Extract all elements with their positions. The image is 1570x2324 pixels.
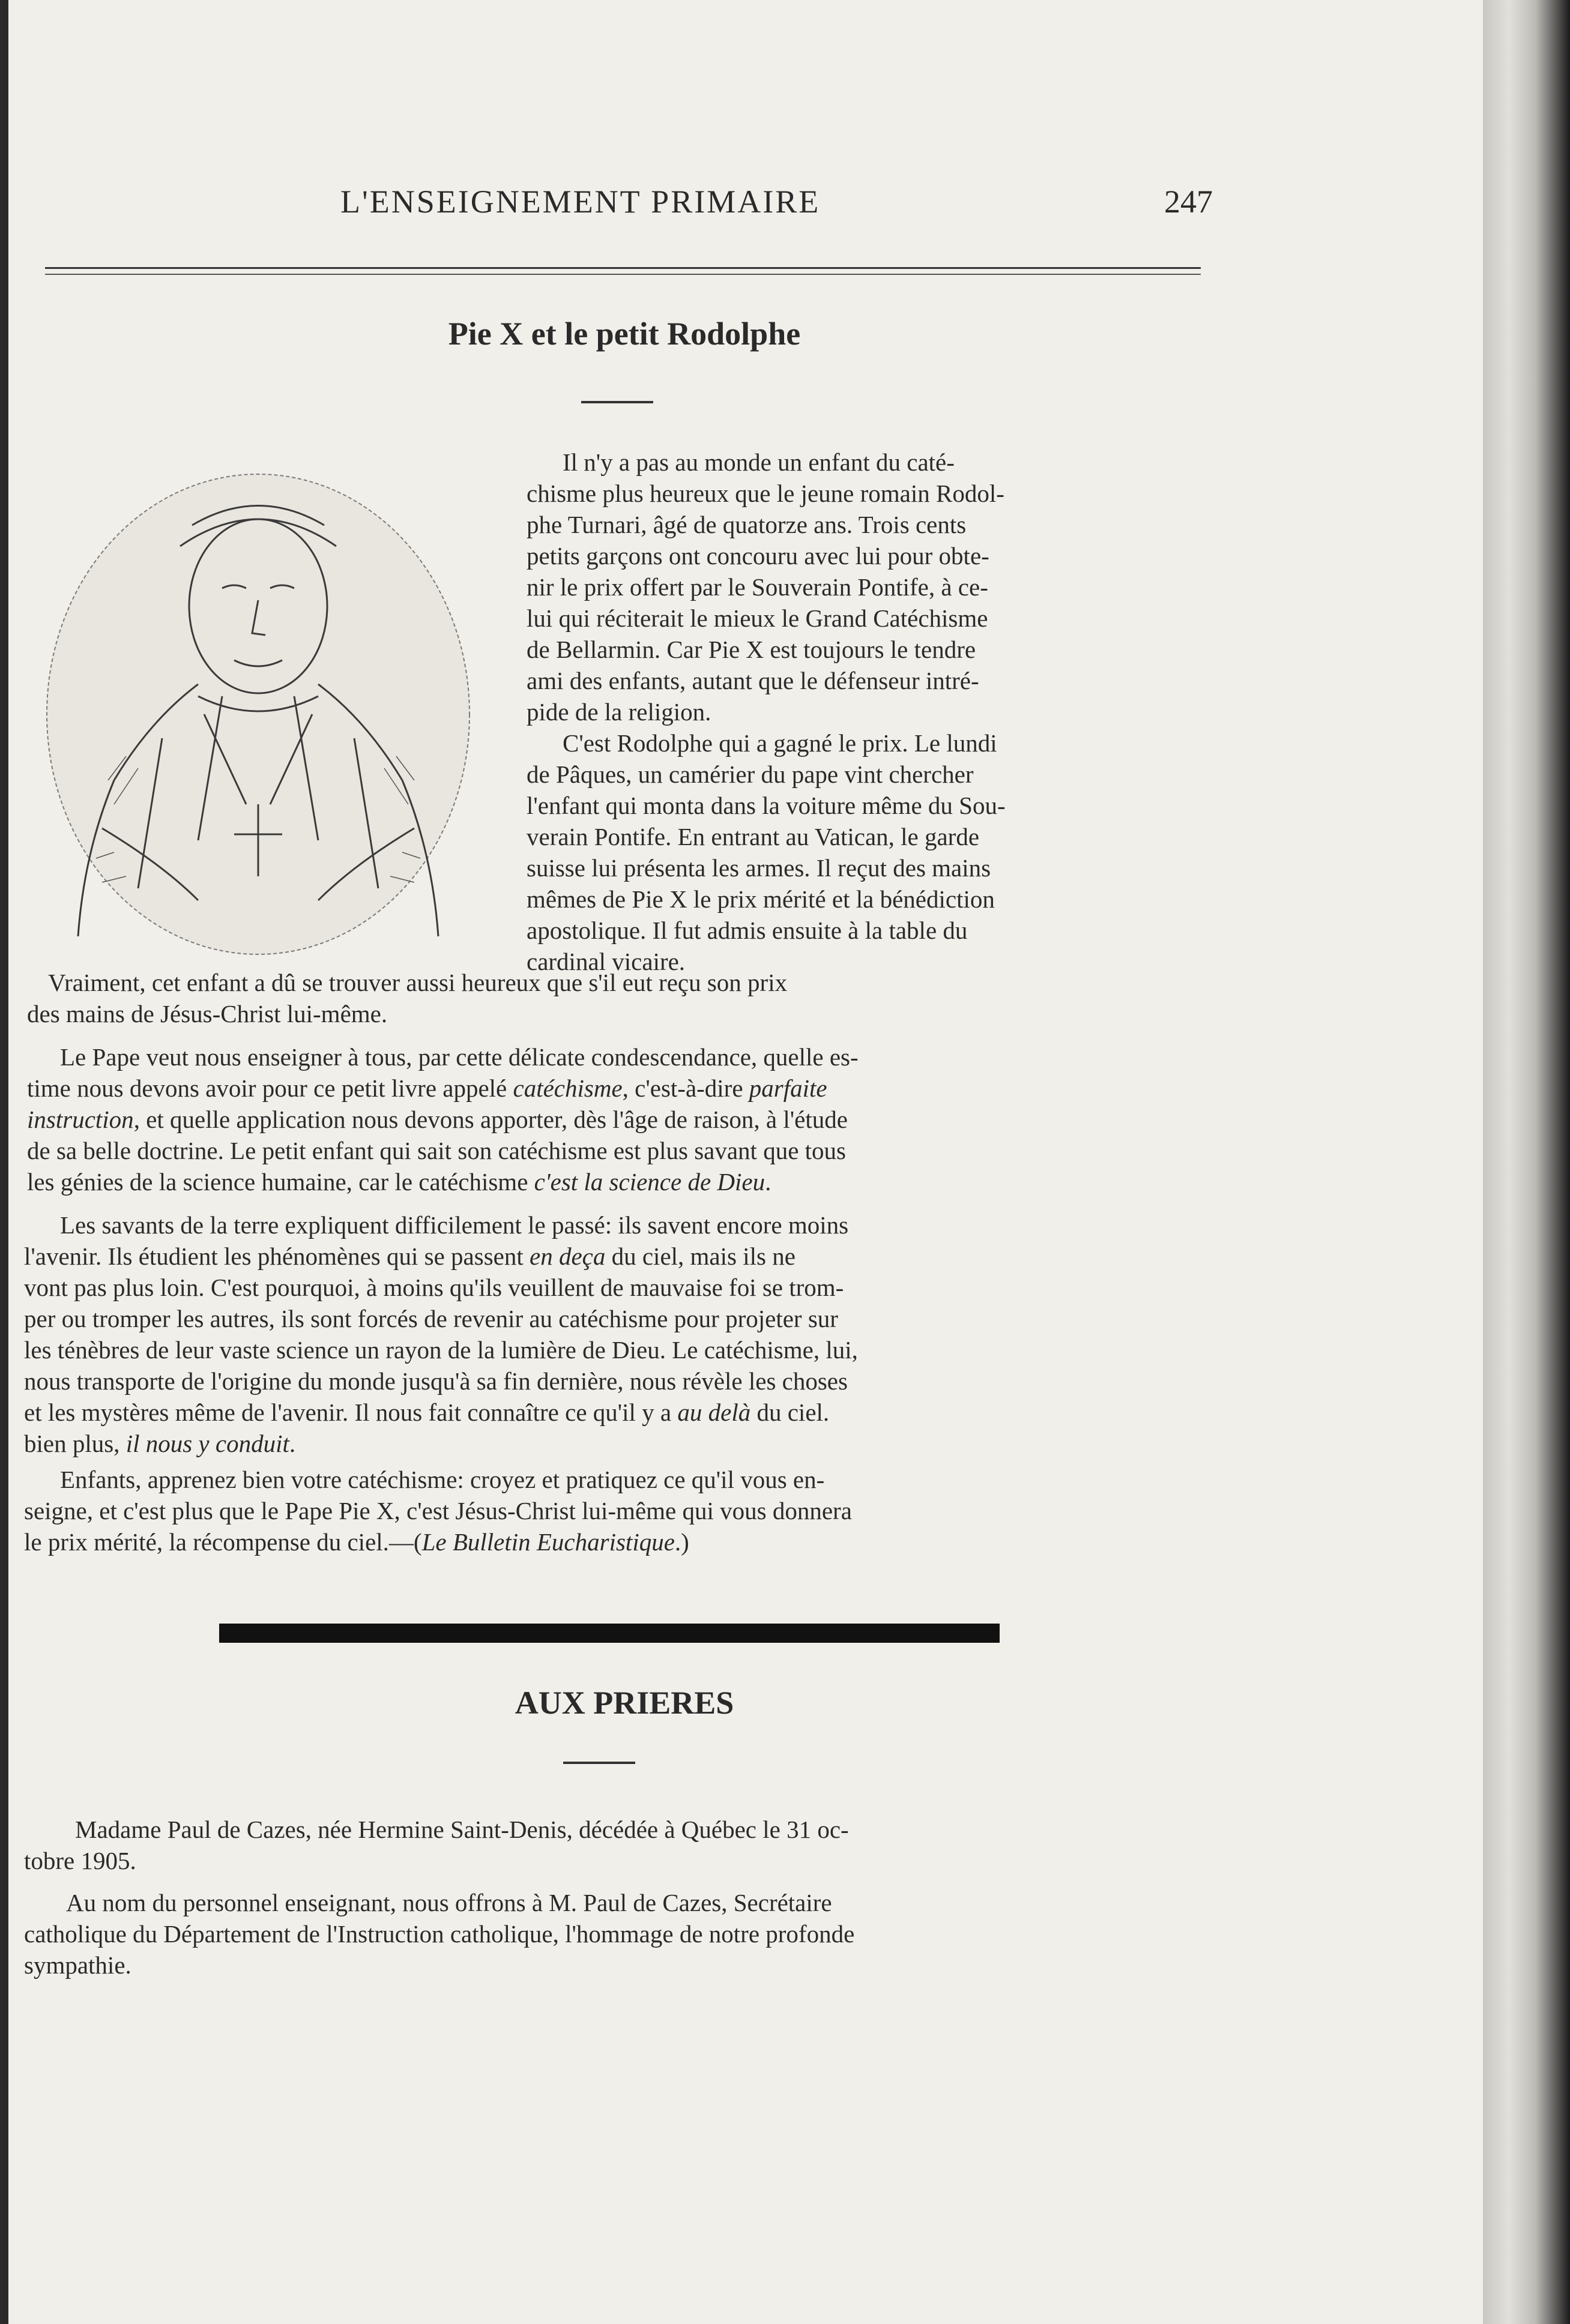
section-title: AUX PRIERES [515, 1685, 734, 1721]
text-line: les ténèbres de leur vaste science un rayon de la lumière de Dieu. Le catéchisme, lui, [24, 1336, 858, 1364]
text-line: et les mystères même de l'avenir. Il nous fait connaître ce qu'il y a au delà du ciel. [24, 1398, 830, 1426]
text-line: nir le prix offert par le Souverain Pontife, à ce- [527, 573, 988, 601]
header-rule [45, 267, 1201, 269]
text-line: apostolique. Il fut admis ensuite à la table du [527, 917, 968, 944]
text-line: Enfants, apprenez bien votre catéchisme: croyez et pratiquez ce qu'il vous en- [60, 1466, 825, 1493]
text-line: instruction, et quelle application nous devons apporter, dès l'âge de raison, à l'étude [27, 1106, 848, 1133]
text-line: seigne, et c'est plus que le Pape Pie X, c'est Jésus-Christ lui-même qui vous donnera [24, 1497, 852, 1525]
text-line: sympathie. [24, 1951, 131, 1979]
text-line: nous transporte de l'origine du monde jusqu'à sa fin dernière, nous révèle les choses [24, 1367, 848, 1395]
text-line: petits garçons ont concouru avec lui pour obte- [527, 542, 989, 570]
section-divider [563, 1762, 635, 1764]
text-line: pide de la religion. [527, 698, 711, 726]
text-line: l'enfant qui monta dans la voiture même du Sou- [527, 792, 1006, 819]
text-line: verain Pontife. En entrant au Vatican, le garde [527, 823, 980, 850]
text-line: Au nom du personnel enseignant, nous offrons à M. Paul de Cazes, Secrétaire [66, 1889, 832, 1916]
text-line: les génies de la science humaine, car le catéchisme c'est la science de Dieu. [27, 1168, 771, 1196]
article-title: Pie X et le petit Rodolphe [448, 316, 801, 352]
text-line: ami des enfants, autant que le défenseur intré- [527, 667, 979, 694]
text-line: Les savants de la terre expliquent difficilement le passé: ils savent encore moins [60, 1211, 849, 1239]
text-line: C'est Rodolphe qui a gagné le prix. Le lundi [563, 729, 997, 757]
text-line: le prix mérité, la récompense du ciel.—(Le Bulletin Eucharistique.) [24, 1528, 689, 1556]
text-line: Vraiment, cet enfant a dû se trouver aussi heureux que s'il eut reçu son prix [48, 969, 788, 996]
running-title: L'ENSEIGNEMENT PRIMAIRE [340, 184, 821, 220]
text-line: phe Turnari, âgé de quatorze ans. Trois cents [527, 511, 967, 538]
text-line: lui qui réciterait le mieux le Grand Catéchisme [527, 604, 988, 632]
text-line: suisse lui présenta les armes. Il reçut des mains [527, 854, 991, 882]
text-line: bien plus, il nous y conduit. [24, 1430, 296, 1457]
text-line: chisme plus heureux que le jeune romain Rodol- [527, 480, 1004, 507]
text-line: des mains de Jésus-Christ lui-même. [27, 1000, 388, 1028]
header-rule-thin [45, 274, 1201, 275]
text-line: Il n'y a pas au monde un enfant du caté- [563, 448, 955, 476]
page-edge-shadow [1483, 0, 1570, 2324]
text-line: vont pas plus loin. C'est pourquoi, à moins qu'ils veuillent de mauvaise foi se trom- [24, 1274, 844, 1301]
text-line: Le Pape veut nous enseigner à tous, par cette délicate condescendance, quelle es- [60, 1043, 859, 1071]
text-line: per ou tromper les autres, ils sont forcés de revenir au catéchisme pour projeter sur [24, 1305, 838, 1332]
text-line: time nous devons avoir pour ce petit livre appelé catéchisme, c'est-à-dire parfaite [27, 1074, 827, 1102]
text-line: Madame Paul de Cazes, née Hermine Saint-Denis, décédée à Québec le 31 oc- [75, 1816, 849, 1843]
text-line: l'avenir. Ils étudient les phénomènes qui se passent en deça du ciel, mais ils ne [24, 1242, 796, 1270]
text-line: de sa belle doctrine. Le petit enfant qui sait son catéchisme est plus savant que tous [27, 1137, 846, 1164]
page-header [45, 183, 1213, 231]
section-separator-bar [219, 1624, 1000, 1643]
text-line: de Pâques, un camérier du pape vint chercher [527, 760, 974, 788]
text-line: mêmes de Pie X le prix mérité et la bénédiction [527, 885, 995, 913]
title-divider [581, 401, 653, 403]
text-line: catholique du Département de l'Instruction catholique, l'hommage de notre profonde [24, 1920, 855, 1948]
pope-portrait-engraving [42, 468, 474, 960]
text-line: cardinal vicaire. [527, 948, 686, 975]
text-line: de Bellarmin. Car Pie X est toujours le tendre [527, 636, 976, 663]
text-line: tobre 1905. [24, 1847, 136, 1874]
page-number: 247 [1164, 184, 1213, 220]
